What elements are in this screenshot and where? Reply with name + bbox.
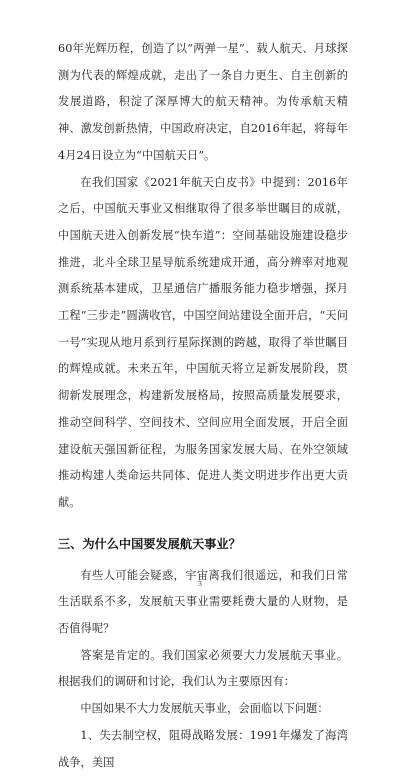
page-number: 3: [198, 579, 202, 588]
paragraph-white-paper: 在我们国家《2021年航天白皮书》中提到：2016年之后，中国航天事业又相继取得了很多举世瞩目的成就，中国航天进入创新发展“快车道”：空间基础设施建设稳步推进，北斗全球卫星导航系统建成开通，高分辨率对地观测系统基本建成，卫星通信广播服务能力稳步增强，探月工程“三步走”圆满收官，中国空间站建设全面开启，“天问一号”实现从地月系到行星际探测的跨越，取得了举世瞩目的辉煌成就。未来五年，中国航天将立足新发展阶段，贯彻新发展理念，构建新发展格局，按照高质量发展要求，推动空间科学、空间技术、空间应用全面发展，开启全面建设航天强国新征程，为服务国家发展大局、在外空领域推动构建人类命运共同体、促进人类文明进步作出更大贡献。: [58, 175, 348, 509]
paragraph-doubts: 有些人可能会疑惑，宇宙离我们很遥远，和我们日常生活联系不多，发展航天事业需要耗费大量的人财物，是否值得呢？: [58, 568, 348, 636]
paragraph-aerospace-history: 60年光辉历程，创造了以“两弹一星”、载人航天、月球探测为代表的辉煌成就，走出了一条自力更生、自主创新的发展道路，积淀了深厚博大的航天精神。为传承航天精神、激发创新热情，中国政府决定，自2016年起，将每年4月24日设立为“中国航天日”。: [58, 42, 348, 162]
paragraph-problem-1: 1、失去制空权，阻碍战略发展：1991年爆发了海湾战争，美国: [58, 728, 348, 769]
section-heading-why-develop-aerospace: 三、为什么中国要发展航天事业？: [58, 536, 241, 551]
paragraph-answer: 答案是肯定的。我们国家必须要大力发展航天事业。根据我们的调研和讨论，我们认为主要原因有：: [58, 648, 348, 689]
page-content: [58, 36, 348, 776]
paragraph-problems-intro: 中国如果不大力发展航天事业，会面临以下问题：: [80, 702, 329, 716]
